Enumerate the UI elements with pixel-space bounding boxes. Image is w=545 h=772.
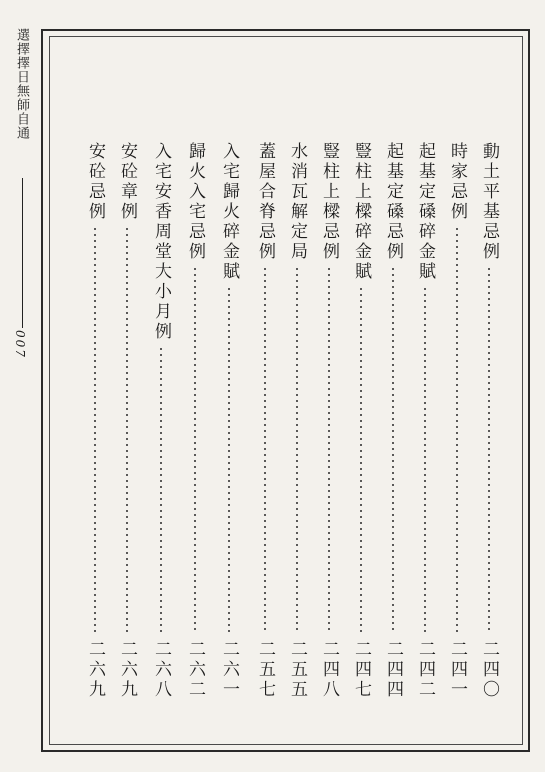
toc-entry [286, 142, 308, 700]
toc-entry-title: 水消瓦解定局 [287, 142, 307, 262]
toc-entry [116, 142, 138, 700]
toc-entry [184, 142, 206, 700]
toc-entry [318, 142, 340, 700]
leader-dots [264, 266, 266, 634]
toc-entry [478, 142, 500, 700]
side-header [10, 28, 34, 358]
toc-entry-title: 豎柱上樑碎金賦 [351, 142, 371, 282]
toc-entry-title: 歸火入宅忌例 [185, 142, 205, 262]
toc-entry-page: 二五七 [255, 640, 275, 700]
toc-entry-page: 二四二 [415, 640, 435, 700]
toc-entry [382, 142, 404, 700]
toc-entry [84, 142, 106, 700]
leader-dots [126, 226, 128, 634]
toc-entry-page: 二四七 [351, 640, 371, 700]
toc-entry-title: 入宅歸火碎金賦 [219, 142, 239, 282]
leader-dots [296, 266, 298, 634]
toc-entry-page: 二六一 [219, 640, 239, 700]
book-title: 選擇擇日無師自通 [14, 28, 29, 140]
leader-dots [194, 266, 196, 634]
toc-entry-page: 二六九 [85, 640, 105, 700]
leader-dots [392, 266, 394, 634]
toc-entry-title: 蓋屋合脊忌例 [255, 142, 275, 262]
toc-entry [446, 142, 468, 700]
leader-dots [94, 226, 96, 634]
toc-entry-page: 二六二 [185, 640, 205, 700]
toc-entry-page: 二五五 [287, 640, 307, 700]
side-rule [22, 178, 23, 328]
toc-entry-title: 起基定磉忌例 [383, 142, 403, 262]
leader-dots [228, 286, 230, 634]
toc-entry [350, 142, 372, 700]
toc-entry-title: 起基定磉碎金賦 [415, 142, 435, 282]
leader-dots [424, 286, 426, 634]
toc-entry [254, 142, 276, 700]
toc-entry [218, 142, 240, 700]
leader-dots [160, 346, 162, 634]
toc-entry-title: 入宅安香周堂大小月例 [151, 142, 171, 342]
page-number: 007 [13, 330, 27, 359]
toc-entry-page: 二四一 [447, 640, 467, 700]
toc-entry-page: 二六九 [117, 640, 137, 700]
toc-entry-title: 時家忌例 [447, 142, 467, 222]
toc-entry-page: 二四〇 [479, 640, 499, 700]
toc-entry [150, 142, 172, 700]
toc-entry-title: 豎柱上樑忌例 [319, 142, 339, 262]
leader-dots [360, 286, 362, 634]
leader-dots [456, 226, 458, 634]
toc-entry-page: 二四四 [383, 640, 403, 700]
toc-entry-title: 安砼章例 [117, 142, 137, 222]
toc-entry-title: 動土平基忌例 [479, 142, 499, 262]
leader-dots [328, 266, 330, 634]
toc-entry-page: 二六八 [151, 640, 171, 700]
leader-dots [488, 266, 490, 634]
toc-entry-page: 二四八 [319, 640, 339, 700]
toc-entry-title: 安砼忌例 [85, 142, 105, 222]
toc-entry [414, 142, 436, 700]
